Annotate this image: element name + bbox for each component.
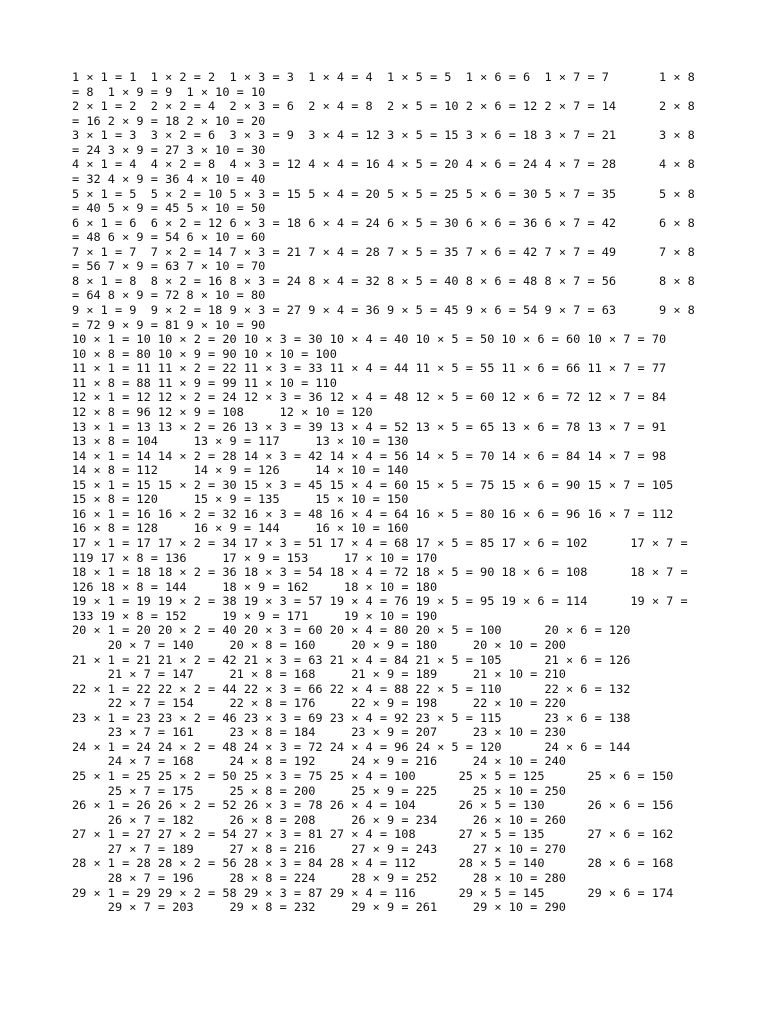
table-entry: 2 × 6 = 12 [465,99,545,114]
table-entry: 15 × 1 = 15 [72,477,158,492]
table-entry: 12 × 2 = 24 [157,390,244,405]
table-entry: 29 × 7 = 203 [72,900,230,915]
table-entry: 1 × 10 = 10 [186,84,266,99]
table-entry: 25 × 8 = 200 [229,783,352,798]
table-entry: 18 × 6 = 108 [501,565,631,580]
table-entry: 28 × 4 = 112 [329,856,459,871]
table-entry: 22 × 2 = 44 [157,681,244,696]
table-entry: 9 × 9 = 81 [107,317,187,332]
table-entry: 21 × 5 = 105 [415,652,545,667]
table-entry: 19 × 7 = 133 [72,594,695,623]
table-entry: 21 × 4 = 84 [329,652,416,667]
table-entry: 1 × 6 = 6 [465,70,545,84]
table-entry: 27 × 8 = 216 [229,841,352,856]
table-entry: 16 × 9 = 144 [193,521,316,536]
table-entry: 1 × 2 = 2 [150,70,230,84]
table-entry: 27 × 3 = 81 [243,827,330,842]
table-entry: 12 × 8 = 96 [72,390,710,419]
table-entry: 21 × 2 = 42 [157,652,244,667]
table-entry: 25 × 1 = 25 [72,769,158,783]
table-entry: 24 × 4 = 96 [329,739,416,754]
table-entry: 23 × 7 = 161 [72,725,230,740]
table-entry: 7 × 8 = 56 [72,244,703,274]
table-entry: 3 × 4 = 12 [308,128,387,143]
table-entry: 18 × 10 = 180 [344,579,438,594]
table-entry: 3 × 8 = 24 [72,128,703,157]
table-entry: 9 × 4 = 36 [308,303,387,317]
table-entry: 14 × 10 = 140 [315,463,409,478]
table-entry: 7 × 6 = 42 [465,244,545,259]
table-entry: 24 × 6 = 144 [544,739,631,754]
table-entry: 3 × 6 = 18 [465,128,545,143]
table-entry: 26 × 10 = 260 [472,812,566,827]
table-entry: 10 × 6 = 60 [501,332,588,347]
table-entry: 12 × 9 = 108 [157,404,280,419]
table-entry: 7 × 7 = 49 [544,244,624,259]
table-entry: 26 × 2 = 52 [157,798,244,813]
table-entry: 2 × 3 = 6 [229,99,309,114]
table-entry: 11 × 8 = 88 [72,361,710,390]
table-entry: 17 × 1 = 17 [72,536,158,550]
table-entry: 6 × 7 = 42 [544,215,624,230]
table-entry: 20 × 8 = 160 [229,637,352,652]
table-entry: 24 × 10 = 240 [472,754,566,769]
table-entry: 24 × 5 = 120 [415,739,545,754]
table-entry: 16 × 5 = 80 [415,506,502,521]
table-entry: 11 × 1 = 11 [72,361,158,376]
table-entry: 5 × 6 = 30 [465,186,545,201]
table-entry: 8 × 7 = 56 [544,273,624,288]
table-entry: 13 × 10 = 130 [315,434,409,449]
table-entry: 20 × 7 = 140 [72,637,230,652]
table-entry: 8 × 3 = 24 [229,273,309,288]
table-entry: 16 × 10 = 160 [315,521,409,536]
table-entry: 23 × 3 = 69 [243,710,330,725]
table-entry: 23 × 8 = 184 [229,725,352,740]
table-entry: 6 × 2 = 12 [150,215,230,230]
table-entry: 3 × 10 = 30 [186,142,266,157]
table-entry: 1 × 3 = 3 [229,70,309,84]
table-entry: 19 × 3 = 57 [243,594,330,609]
table-entry: 25 × 5 = 125 [458,769,588,783]
table-entry: 13 × 8 = 104 [72,419,710,449]
table-entry: 11 × 10 = 110 [243,375,337,390]
table-entry: 19 × 1 = 19 [72,594,158,609]
table-entry: 9 × 10 = 90 [186,317,266,332]
table-entry: 17 × 3 = 51 [243,536,330,550]
table-entry: 27 × 1 = 27 [72,827,158,842]
table-entry: 6 × 3 = 18 [229,215,309,230]
table-entry: 20 × 3 = 60 [243,623,330,638]
table-entry: 17 × 9 = 153 [222,550,345,565]
table-entry: 29 × 3 = 87 [243,885,330,900]
table-entry: 16 × 4 = 64 [329,506,416,521]
table-entry: 20 × 9 = 180 [351,637,473,652]
table-entry: 2 × 7 = 14 [544,99,624,114]
table-entry: 4 × 7 = 28 [544,157,624,172]
table-entry: 17 × 8 = 136 [100,550,223,565]
table-entry: 29 × 8 = 232 [229,900,352,915]
table-entry: 12 × 10 = 120 [279,404,373,419]
table-entry: 1 × 7 = 7 [544,70,624,84]
table-entry: 8 × 2 = 16 [150,273,230,288]
table-entry: 12 × 4 = 48 [329,390,416,405]
table-entry: 2 × 9 = 18 [107,113,187,128]
table-entry: 10 × 2 = 20 [157,332,244,347]
table-entry: 4 × 3 = 12 [229,157,309,172]
table-entry: 16 × 2 = 32 [157,506,244,521]
table-entry: 8 × 4 = 32 [308,273,387,288]
table-entry: 13 × 6 = 78 [501,419,588,434]
table-entry: 18 × 9 = 162 [222,579,345,594]
table-entry: 23 × 2 = 46 [157,710,244,725]
table-entry: 19 × 2 = 38 [157,594,244,609]
table-entry: 9 × 6 = 54 [465,303,545,317]
table-entry: 14 × 9 = 126 [193,463,316,478]
table-entry: 13 × 7 = 91 [587,419,674,434]
table-entry: 4 × 9 = 36 [107,171,187,186]
table-entry: 25 × 7 = 175 [72,783,230,798]
table-entry: 21 × 10 = 210 [472,667,566,682]
table-entry: 5 × 3 = 15 [229,186,309,201]
table-entry: 19 × 10 = 190 [344,608,438,623]
table-entry: 1 × 4 = 4 [308,70,387,84]
table-entry: 14 × 1 = 14 [72,448,158,463]
table-entry: 26 × 9 = 234 [351,812,473,827]
table-entry: 25 × 10 = 250 [472,783,566,798]
table-entry: 6 × 8 = 48 [72,215,703,245]
table-entry: 13 × 9 = 117 [193,434,316,449]
table-entry: 8 × 1 = 8 [72,273,151,288]
table-entry: 7 × 3 = 21 [229,244,309,259]
table-entry: 5 × 4 = 20 [308,186,387,201]
table-entry: 19 × 6 = 114 [501,594,631,609]
table-entry: 6 × 6 = 36 [465,215,545,230]
table-entry: 17 × 5 = 85 [415,536,502,550]
table-entry: 7 × 10 = 70 [186,259,266,274]
table-entry: 20 × 2 = 40 [157,623,244,638]
table-entry: 3 × 1 = 3 [72,128,151,143]
table-entry: 1 × 5 = 5 [387,70,466,84]
table-entry: 25 × 2 = 50 [157,769,244,783]
table-entry: 15 × 5 = 75 [415,477,502,492]
table-entry: 17 × 7 = 119 [72,536,695,565]
table-entry: 26 × 4 = 104 [329,798,459,813]
table-entry: 9 × 3 = 27 [229,303,309,317]
table-entry: 18 × 7 = 126 [72,565,695,594]
table-entry: 12 × 1 = 12 [72,390,158,405]
table-entry: 29 × 1 = 29 [72,885,158,900]
table-entry: 29 × 2 = 58 [157,885,244,900]
table-entry: 9 × 2 = 18 [150,303,230,317]
table-entry: 13 × 5 = 65 [415,419,502,434]
table-entry: 14 × 3 = 42 [243,448,330,463]
table-entry: 18 × 8 = 144 [100,579,223,594]
table-entry: 9 × 7 = 63 [544,303,624,317]
table-entry: 18 × 4 = 72 [329,565,416,580]
table-entry: 26 × 6 = 156 [587,798,674,813]
table-entry: 24 × 8 = 192 [229,754,352,769]
table-entry: 28 × 9 = 252 [351,870,473,885]
table-entry: 16 × 6 = 96 [501,506,588,521]
table-entry: 19 × 4 = 76 [329,594,416,609]
table-entry: 16 × 1 = 16 [72,506,158,521]
table-entry: 8 × 10 = 80 [186,288,266,303]
table-entry: 3 × 3 = 9 [229,128,309,143]
table-entry: 8 × 5 = 40 [387,273,466,288]
table-entry: 20 × 6 = 120 [544,623,631,638]
table-entry: 11 × 7 = 77 [587,361,674,376]
table-entry: 21 × 7 = 147 [72,667,230,682]
table-entry: 11 × 5 = 55 [415,361,502,376]
table-entry: 28 × 7 = 196 [72,870,230,885]
table-entry: 12 × 7 = 84 [587,390,674,405]
table-entry: 7 × 4 = 28 [308,244,387,259]
table-entry: 20 × 4 = 80 [329,623,416,638]
table-entry: 6 × 10 = 60 [186,230,266,245]
table-entry: 5 × 2 = 10 [150,186,230,201]
table-entry: 15 × 2 = 30 [157,477,244,492]
table-entry: 5 × 7 = 35 [544,186,624,201]
table-entry: 10 × 4 = 40 [329,332,416,347]
table-entry: 15 × 8 = 120 [72,477,717,507]
table-entry: 3 × 2 = 6 [150,128,230,143]
table-entry: 23 × 9 = 207 [351,725,473,740]
table-entry: 24 × 9 = 216 [351,754,473,769]
table-entry: 16 × 7 = 112 [587,506,681,521]
table-entry: 11 × 9 = 99 [157,375,244,390]
table-entry: 4 × 8 = 32 [72,157,703,186]
table-entry: 6 × 9 = 54 [107,230,187,245]
table-entry: 22 × 10 = 220 [472,696,566,711]
multiplication-table-text [72,70,717,915]
table-entry: 11 × 3 = 33 [243,361,330,376]
table-entry: 11 × 2 = 22 [157,361,244,376]
table-entry: 28 × 8 = 224 [229,870,352,885]
table-entry: 7 × 9 = 63 [107,259,187,274]
table-entry: 11 × 4 = 44 [329,361,416,376]
table-entry: 5 × 8 = 40 [72,186,703,216]
table-entry: 4 × 2 = 8 [150,157,230,172]
table-entry: 29 × 4 = 116 [329,885,459,900]
table-entry: 18 × 3 = 54 [243,565,330,580]
table-entry: 20 × 10 = 200 [472,637,566,652]
table-entry: 29 × 10 = 290 [472,900,566,915]
table-entry: 8 × 8 = 64 [72,273,703,303]
table-entry: 4 × 5 = 20 [387,157,466,172]
table-entry: 5 × 5 = 25 [387,186,466,201]
table-entry: 19 × 8 = 152 [100,608,223,623]
table-entry: 26 × 3 = 78 [243,798,330,813]
table-entry: 8 × 6 = 48 [465,273,545,288]
table-entry: 25 × 4 = 100 [329,769,459,783]
table-entry: 2 × 10 = 20 [186,113,266,128]
table-entry: 23 × 1 = 23 [72,710,158,725]
table-entry: 9 × 8 = 72 [72,303,703,332]
table-entry: 12 × 5 = 60 [415,390,502,405]
table-entry: 5 × 10 = 50 [186,201,266,216]
table-entry: 14 × 4 = 56 [329,448,416,463]
table-entry: 28 × 6 = 168 [587,856,674,871]
table-entry: 15 × 7 = 105 [587,477,681,492]
table-entry: 11 × 6 = 66 [501,361,588,376]
table-entry: 21 × 3 = 63 [243,652,330,667]
table-entry: 17 × 2 = 34 [157,536,244,550]
table-entry: 13 × 1 = 13 [72,419,158,434]
table-entry: 19 × 9 = 171 [222,608,345,623]
table-entry: 12 × 3 = 36 [243,390,330,405]
table-entry: 28 × 1 = 28 [72,856,158,871]
table-entry: 1 × 1 = 1 [72,70,151,84]
table-entry: 19 × 5 = 95 [415,594,502,609]
table-entry: 17 × 4 = 68 [329,536,416,550]
table-entry: 24 × 2 = 48 [157,739,244,754]
table-entry: 6 × 1 = 6 [72,215,151,230]
table-entry: 10 × 1 = 10 [72,332,158,347]
table-entry: 20 × 5 = 100 [415,623,545,638]
table-entry: 2 × 4 = 8 [308,99,387,114]
table-entry: 1 × 9 = 9 [107,84,187,99]
table-entry: 22 × 5 = 110 [415,681,545,696]
table-entry: 3 × 9 = 27 [107,142,187,157]
table-entry: 18 × 2 = 36 [157,565,244,580]
table-entry: 26 × 8 = 208 [229,812,352,827]
table-entry: 2 × 2 = 4 [150,99,230,114]
table-entry: 28 × 2 = 56 [157,856,244,871]
table-entry: 16 × 3 = 48 [243,506,330,521]
table-entry: 22 × 9 = 198 [351,696,473,711]
table-entry: 12 × 6 = 72 [501,390,588,405]
table-entry: 9 × 5 = 45 [387,303,466,317]
table-entry: 4 × 4 = 16 [308,157,387,172]
table-entry: 29 × 9 = 261 [351,900,473,915]
table-entry: 23 × 5 = 115 [415,710,545,725]
table-entry: 6 × 4 = 24 [308,215,387,230]
table-entry: 15 × 3 = 45 [243,477,330,492]
table-entry: 4 × 10 = 40 [186,171,266,186]
table-entry: 10 × 5 = 50 [415,332,502,347]
table-entry: 14 × 5 = 70 [415,448,502,463]
table-entry: 10 × 7 = 70 [587,332,674,347]
table-entry: 2 × 5 = 10 [387,99,466,114]
table-entry: 15 × 4 = 60 [329,477,416,492]
table-entry: 14 × 2 = 28 [157,448,244,463]
table-entry: 7 × 1 = 7 [72,244,151,259]
table-entry: 27 × 10 = 270 [472,841,566,856]
table-entry: 17 × 10 = 170 [344,550,438,565]
table-entry: 25 × 9 = 225 [351,783,473,798]
table-entry: 5 × 9 = 45 [107,201,187,216]
table-entry: 9 × 1 = 9 [72,303,151,317]
table-entry: 4 × 6 = 24 [465,157,545,172]
table-entry: 15 × 9 = 135 [193,492,316,507]
table-entry: 28 × 3 = 84 [243,856,330,871]
table-entry: 23 × 4 = 92 [329,710,416,725]
table-entry: 25 × 3 = 75 [243,769,330,783]
table-entry: 2 × 8 = 16 [72,99,703,128]
table-entry: 14 × 8 = 112 [72,448,710,478]
table-entry: 10 × 9 = 90 [157,346,244,361]
table-entry: 26 × 7 = 182 [72,812,230,827]
table-entry: 14 × 6 = 84 [501,448,588,463]
table-entry: 18 × 1 = 18 [72,565,158,580]
table-entry: 27 × 9 = 243 [351,841,473,856]
table-entry: 23 × 6 = 138 [544,710,631,725]
table-entry: 7 × 2 = 14 [150,244,230,259]
table-entry: 2 × 1 = 2 [72,99,151,114]
table-entry: 22 × 6 = 132 [544,681,631,696]
table-entry: 29 × 6 = 174 [587,885,674,900]
table-entry: 29 × 5 = 145 [458,885,588,900]
table-entry: 21 × 6 = 126 [544,652,631,667]
table-entry: 22 × 7 = 154 [72,696,230,711]
table-entry: 17 × 6 = 102 [501,536,631,550]
table-entry: 27 × 2 = 54 [157,827,244,842]
table-entry: 4 × 1 = 4 [72,157,151,172]
table-entry: 26 × 1 = 26 [72,798,158,813]
table-entry: 24 × 7 = 168 [72,754,230,769]
table-entry: 21 × 8 = 168 [229,667,352,682]
table-entry: 25 × 6 = 150 [587,769,674,783]
table-entry: 22 × 1 = 22 [72,681,158,696]
table-entry: 22 × 3 = 66 [243,681,330,696]
table-entry: 13 × 2 = 26 [157,419,244,434]
table-entry: 13 × 4 = 52 [329,419,416,434]
table-entry: 28 × 5 = 140 [458,856,588,871]
table-entry: 18 × 5 = 90 [415,565,502,580]
table-entry: 21 × 9 = 189 [351,667,473,682]
table-entry: 1 × 8 = 8 [72,70,703,99]
table-entry: 15 × 10 = 150 [315,492,409,507]
table-entry: 27 × 6 = 162 [587,827,674,842]
table-entry: 16 × 8 = 128 [72,506,717,536]
table-entry: 10 × 3 = 30 [243,332,330,347]
table-entry: 14 × 7 = 98 [587,448,674,463]
table-entry: 23 × 10 = 230 [472,725,566,740]
table-entry: 21 × 1 = 21 [72,652,158,667]
table-entry: 28 × 10 = 280 [472,870,566,885]
table-entry: 8 × 9 = 72 [107,288,187,303]
table-entry: 5 × 1 = 5 [72,186,151,201]
table-entry: 7 × 5 = 35 [387,244,466,259]
table-entry: 10 × 10 = 100 [243,346,337,361]
table-entry: 27 × 4 = 108 [329,827,459,842]
table-entry: 15 × 6 = 90 [501,477,588,492]
table-entry: 22 × 4 = 88 [329,681,416,696]
table-entry: 24 × 1 = 24 [72,739,158,754]
table-entry: 27 × 7 = 189 [72,841,230,856]
table-entry: 3 × 7 = 21 [544,128,624,143]
table-entry: 13 × 3 = 39 [243,419,330,434]
table-entry: 26 × 5 = 130 [458,798,588,813]
table-entry: 10 × 8 = 80 [72,332,710,361]
table-entry: 22 × 8 = 176 [229,696,352,711]
table-entry: 6 × 5 = 30 [387,215,466,230]
table-entry: 3 × 5 = 15 [387,128,466,143]
table-entry: 24 × 3 = 72 [243,739,330,754]
table-entry: 27 × 5 = 135 [458,827,588,842]
table-entry: 20 × 1 = 20 [72,623,158,638]
